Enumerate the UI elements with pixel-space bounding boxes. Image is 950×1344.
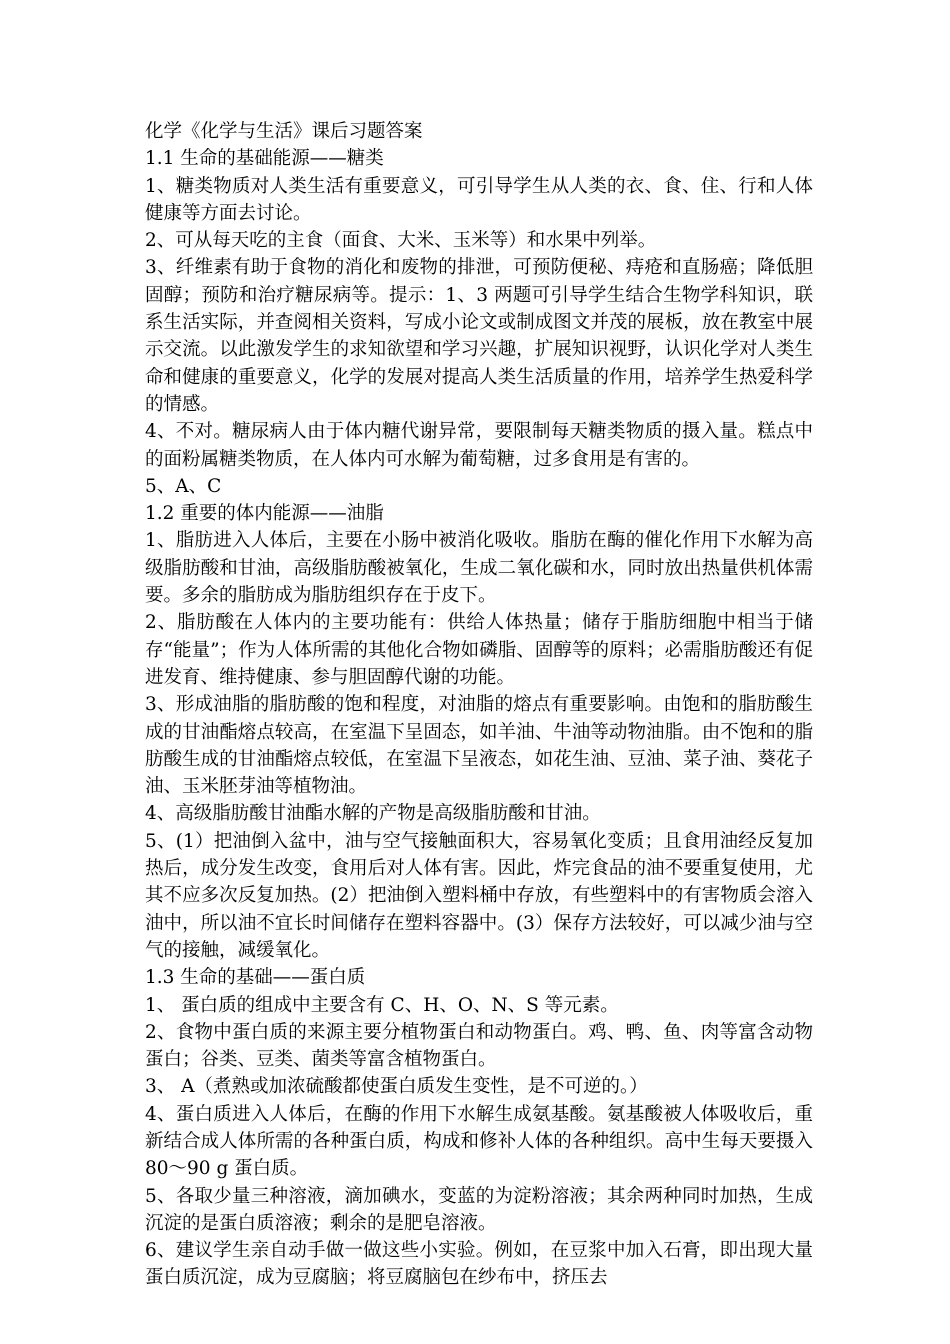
paragraph: 4、高级脂肪酸甘油酯水解的产物是高级脂肪酸和甘油。 [145,803,601,825]
section-heading-1-2: 1.2 重要的体内能源——油脂 [145,503,384,525]
document-body [145,118,813,1292]
section-heading-1-3: 1.3 生命的基础——蛋白质 [145,967,366,989]
paragraph: 5、A、C [145,475,222,497]
paragraph: 5、(1）把油倒入盆中，油与空气接触面积大，容易氧化变质；且食用油经反复加热后，成分发生改变，食用后对人体有害。因此，炸完食品的油不要重复使用，尤其不应多次反复加热。(2）把油倒入塑料桶中存放，有些塑料中的有害物质会溶入油中，所以油不宜长时间储存在塑料容器中。(3）保存方法较好，可以减少油与空气的接触，减缓氧化。 [145,830,813,961]
paragraph: 1、脂肪进入人体后，主要在小肠中被消化吸收。脂肪在酶的催化作用下水解为高级脂肪酸和甘油，高级脂肪酸被氧化，生成二氧化碳和水，同时放出热量供机体需要。多余的脂肪成为脂肪组织存在于皮下。 [145,530,813,607]
paragraph: 3、纤维素有助于食物的消化和废物的排泄，可预防便秘、痔疮和直肠癌；降低胆固醇；预防和治疗糖尿病等。提示：1、3 两题可引导学生结合生物学科知识，联系生活实际，并查阅相关资料，写成小论文或制成图文并茂的展板，放在教室中展示交流。以此激发学生的求知欲望和学习兴趣，扩展知识视野，认识化学对人类生命和健康的重要意义，化学的发展对提高人类生活质量的作用，培养学生热爱科学的情感。 [145,257,813,415]
paragraph: 5、各取少量三种溶液，滴加碘水，变蓝的为淀粉溶液；其余两种同时加热，生成沉淀的是蛋白质溶液；剩余的是肥皂溶液。 [145,1185,813,1234]
paragraph: 2、食物中蛋白质的来源主要分植物蛋白和动物蛋白。鸡、鸭、鱼、肉等富含动物蛋白；谷类、豆类、菌类等富含植物蛋白。 [145,1021,813,1071]
paragraph: 1、糖类物质对人类生活有重要意义，可引导学生从人类的衣、食、住、行和人体健康等方面去讨论。 [145,175,813,224]
paragraph: 3、 A（煮熟或加浓硫酸都使蛋白质发生变性，是不可逆的。） [145,1076,648,1098]
paragraph: 4、不对。糖尿病人由于体内糖代谢异常，要限制每天糖类物质的摄入量。糕点中的面粉属糖类物质，在人体内可水解为葡萄糖，过多食用是有害的。 [145,421,813,470]
paragraph: 3、形成油脂的脂肪酸的饱和程度，对油脂的熔点有重要影响。由饱和的脂肪酸生成的甘油酯熔点较高，在室温下呈固态，如羊油、牛油等动物油脂。由不饱和的脂肪酸生成的甘油酯熔点较低，在室温下呈液态，如花生油、豆油、菜子油、葵花子油、玉米胚芽油等植物油。 [145,694,813,798]
section-heading-1-1: 1.1 生命的基础能源——糖类 [145,148,384,170]
paragraph: 4、蛋白质进入人体后，在酶的作用下水解生成氨基酸。氨基酸被人体吸收后，重新结合成人体所需的各种蛋白质，构成和修补人体的各种组织。高中生每天要摄入 80～90 g 蛋白质。 [145,1103,813,1180]
paragraph: 2、脂肪酸在人体内的主要功能有：供给人体热量；储存于脂肪细胞中相当于储存“能量”；作为人体所需的其他化合物如磷脂、固醇等的原料；必需脂肪酸还有促进发育、维持健康、参与胆固醇代谢的功能。 [145,612,813,688]
paragraph: 6、建议学生亲自动手做一做这些小实验。例如，在豆浆中加入石膏，即出现大量蛋白质沉淀，成为豆腐脑；将豆腐脑包在纱布中，挤压去 [145,1240,813,1289]
paragraph: 1、 蛋白质的组成中主要含有 C、H、O、N、S 等元素。 [145,994,619,1016]
paragraph: 2、可从每天吃的主食（面食、大米、玉米等）和水果中列举。 [145,230,657,252]
document-title: 化学《化学与生活》课后习题答案 [145,121,423,142]
